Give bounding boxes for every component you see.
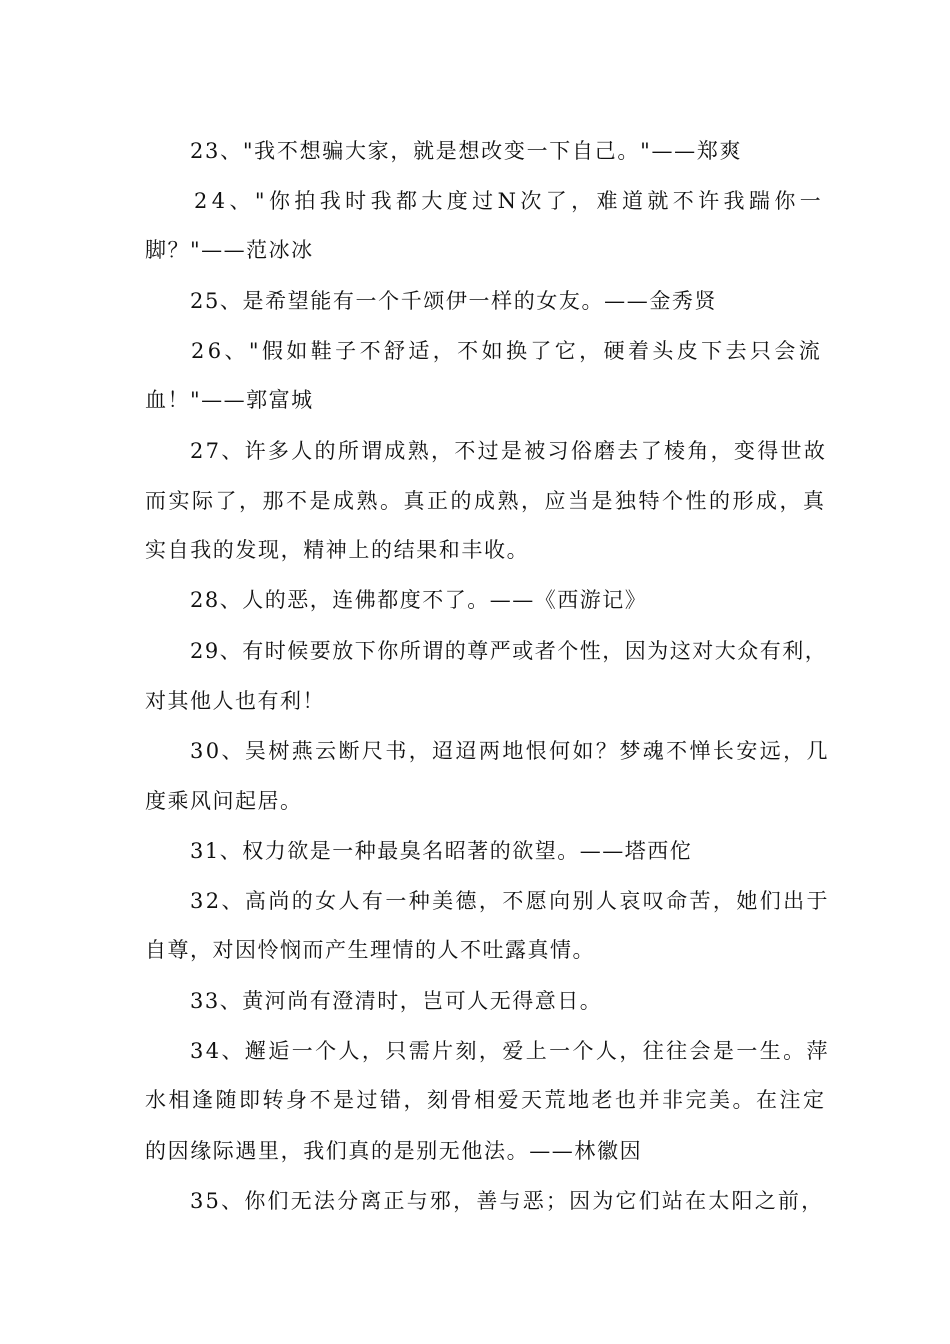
text-line: 对其他人也有利！ (145, 689, 325, 713)
text-line: 34、邂逅一个人，只需片刻，爱上一个人，往往会是一生。萍 (190, 1039, 830, 1063)
text-line: 脚？"——范冰冰 (145, 238, 314, 262)
text-line: 血！"——郭富城 (145, 388, 314, 412)
text-line: 而实际了，那不是成熟。真正的成熟，应当是独特个性的形成，真 (145, 489, 827, 513)
text-line: 28、人的恶，连佛都度不了。——《西游记》 (190, 588, 648, 612)
text-line: 度乘风问起居。 (145, 789, 303, 813)
text-line: 实自我的发现，精神上的结果和丰收。 (145, 538, 530, 562)
text-line: 29、有时候要放下你所谓的尊严或者个性，因为这对大众有利， (190, 639, 828, 663)
text-line: 35、你们无法分离正与邪，善与恶；因为它们站在太阳之前， (190, 1189, 825, 1213)
text-line: 31、权力欲是一种最臭名昭著的欲望。——塔西佗 (190, 839, 693, 863)
text-line: 27、许多人的所谓成熟，不过是被习俗磨去了棱角，变得世故 (190, 439, 828, 463)
text-line: 自尊，对因怜悯而产生理情的人不吐露真情。 (145, 938, 595, 962)
text-line: 26、"假如鞋子不舒适，不如换了它，硬着头皮下去只会流 (191, 339, 824, 363)
text-line: 30、吴树燕云断尺书，迢迢两地恨何如？梦魂不惮长安远，几 (190, 739, 830, 763)
text-line: 32、高尚的女人有一种美德，不愿向别人哀叹命苦，她们出于 (190, 889, 830, 913)
text-line: 25、是希望能有一个千颂伊一样的女友。——金秀贤 (190, 289, 718, 313)
text-line: 水相逢随即转身不是过错，刻骨相爱天荒地老也并非完美。在注定 (145, 1088, 827, 1112)
text-line: 的因缘际遇里，我们真的是别无他法。——林徽因 (145, 1139, 643, 1163)
text-line: 23、"我不想骗大家，就是想改变一下自己。"——郑爽 (190, 139, 743, 163)
text-line: 33、黄河尚有澄清时，岂可人无得意日。 (190, 989, 603, 1013)
text-line: 24、"你拍我时我都大度过N次了，难道就不许我踹你一 (194, 189, 826, 213)
